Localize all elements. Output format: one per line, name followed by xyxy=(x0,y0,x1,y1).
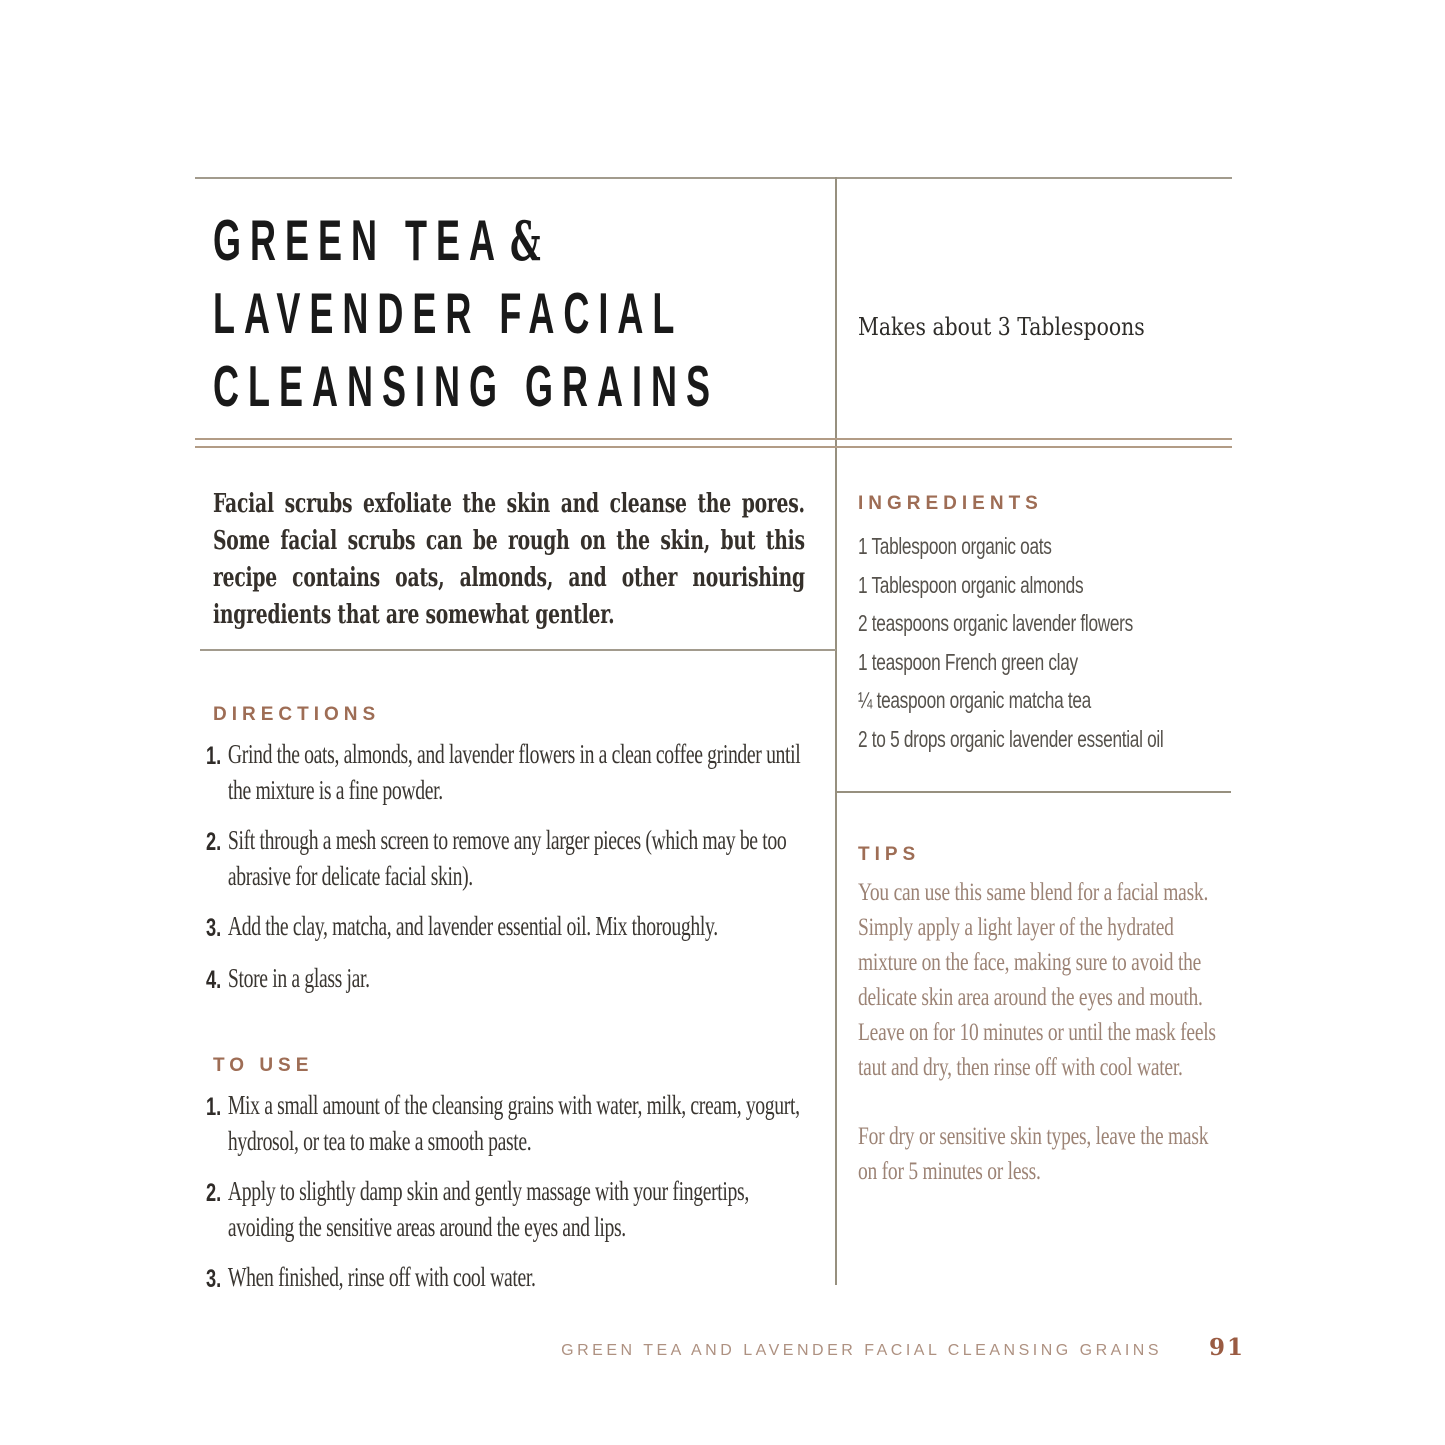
step-number: 1. xyxy=(206,1093,222,1121)
recipe-title-line-1 xyxy=(213,207,541,275)
direction-step xyxy=(206,822,806,894)
ingredient-item: ¼ teaspoon organic matcha tea xyxy=(858,687,1091,713)
ingredients-tips-rule xyxy=(836,791,1231,793)
ingredient-item: 1 Tablespoon organic oats xyxy=(858,533,1052,559)
title-ampersand: & xyxy=(510,210,541,275)
step-text: When finished, rinse off with cool water. xyxy=(227,1262,536,1292)
step-text: Apply to slightly damp skin and gently massage with your fingertips, avoiding the sensitive areas around the eyes and lips. xyxy=(227,1176,749,1242)
ingredient-item: 2 to 5 drops organic lavender essential oil xyxy=(858,725,1164,752)
step-text: Grind the oats, almonds, and lavender flowers in a clean coffee grinder until the mixture is a fine powder. xyxy=(227,739,801,805)
direction-step xyxy=(206,960,806,998)
step-text: Sift through a mesh screen to remove any larger pieces (which may be too abrasive for delicate facial skin). xyxy=(227,825,787,891)
step-number: 2. xyxy=(206,828,222,856)
to-use-step xyxy=(206,1087,806,1159)
to-use-step xyxy=(206,1173,806,1245)
to-use-heading: TO USE xyxy=(213,1055,314,1076)
page-number: 91 xyxy=(1208,1334,1245,1361)
intro-paragraph: Facial scrubs exfoliate the skin and cleanse the pores. Some facial scrubs can be rough on the skin, but this recipe contains oats, almonds, and other nourishing ingredients that are somewhat gentler. xyxy=(213,489,805,630)
step-number: 2. xyxy=(206,1179,222,1207)
directions-list xyxy=(206,736,806,1012)
title-double-rule-top xyxy=(195,438,1232,440)
to-use-step xyxy=(206,1259,806,1297)
tips-paragraph: You can use this same blend for a facial mask. Simply apply a light layer of the hydrated mixture on the face, making sure to avoid the delicate skin area around the eyes and mouth. Leave on for 10 minutes or until the mask feels taut and dry, then rinse off with cool water. xyxy=(858,879,1216,1081)
direction-step xyxy=(206,736,806,808)
page-footer xyxy=(195,1334,1245,1361)
direction-step xyxy=(206,908,806,946)
step-number: 4. xyxy=(206,966,222,994)
intro-rule xyxy=(200,649,836,651)
step-text: Add the clay, matcha, and lavender essential oil. Mix thoroughly. xyxy=(227,911,718,941)
yield-note: Makes about 3 Tablespoons xyxy=(858,313,1145,341)
tips-paragraph: For dry or sensitive skin types, leave the mask on for 5 minutes or less. xyxy=(858,1123,1209,1185)
recipe-title-line-2: LAVENDER FACIAL xyxy=(213,280,684,346)
footer-recipe-label: GREEN TEA AND LAVENDER FACIAL CLEANSING GRAINS xyxy=(561,1342,1162,1359)
recipe-title-line-3: CLEANSING GRAINS xyxy=(213,353,720,419)
tips-heading: TIPS xyxy=(858,844,921,865)
column-divider xyxy=(835,177,837,1285)
directions-heading: DIRECTIONS xyxy=(213,704,381,725)
to-use-list xyxy=(206,1087,806,1311)
ingredients-heading: INGREDIENTS xyxy=(858,493,1043,514)
ingredient-item: 1 teaspoon French green clay xyxy=(858,648,1078,675)
recipe-title-text-1: GREEN TEA xyxy=(213,207,505,273)
ingredients-list xyxy=(858,527,1233,758)
step-text: Store in a glass jar. xyxy=(227,963,370,993)
title-double-rule-bottom xyxy=(195,446,1232,448)
step-number: 3. xyxy=(206,1265,222,1293)
top-rule xyxy=(195,177,1232,179)
step-number: 1. xyxy=(206,742,222,770)
step-text: Mix a small amount of the cleansing grains with water, milk, cream, yogurt, hydrosol, or tea to make a smooth paste. xyxy=(227,1090,800,1156)
tips-body xyxy=(858,875,1230,1223)
ingredient-item: 2 teaspoons organic lavender flowers xyxy=(858,610,1133,636)
step-number: 3. xyxy=(206,914,222,942)
ingredient-item: 1 Tablespoon organic almonds xyxy=(858,571,1084,598)
